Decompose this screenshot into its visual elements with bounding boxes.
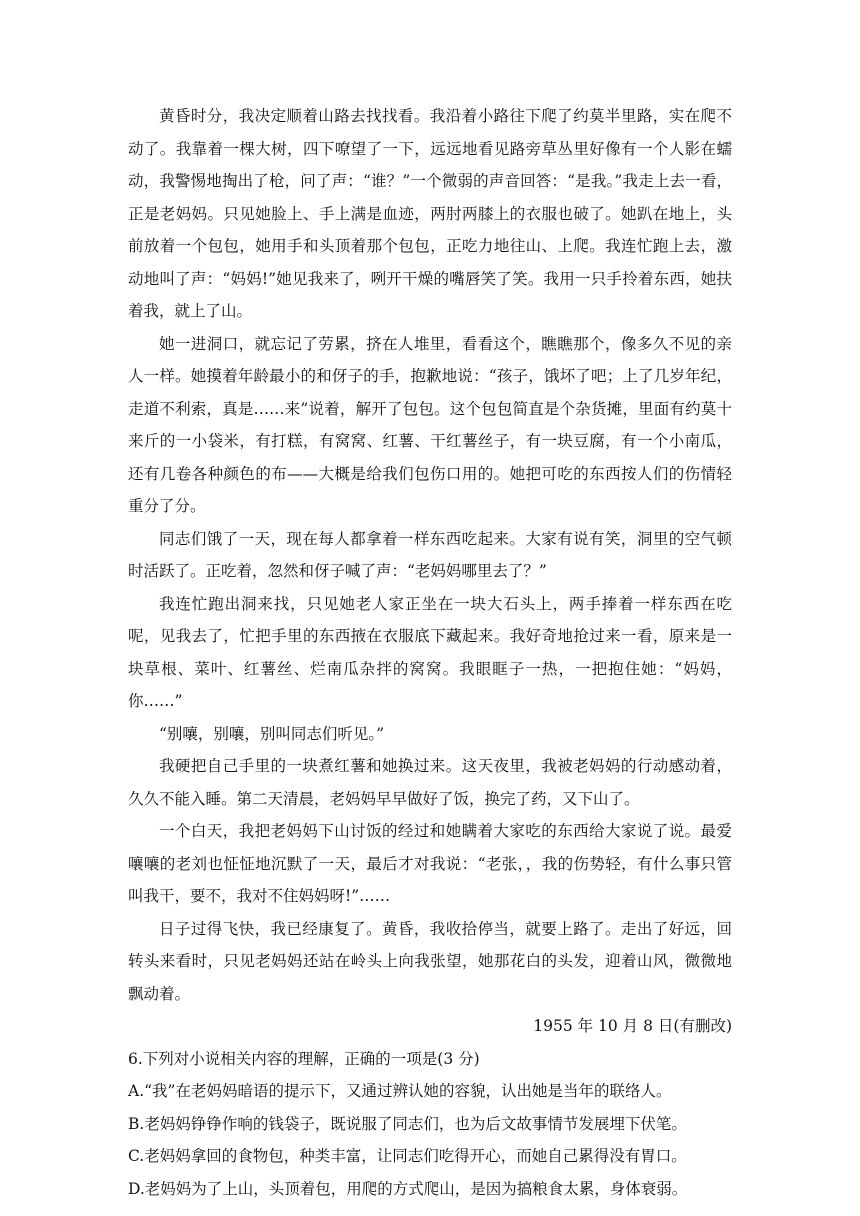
document-page [128,100,732,1205]
story-paragraph-4: 我连忙跑出洞来找，只见她老人家正坐在一块大石头上，两手捧着一样东西在吃呢，见我去了，忙把手里的东西掖在衣服底下藏起来。我好奇地抢过来一看，原来是一块草根、菜叶、红薯丝、烂南瓜杂拌的窝窝。我眼眶子一热，一把抱住她：“妈妈，你……” [128,594,732,710]
option-c: C.老妈妈拿回的食物包，种类丰富，让同志们吃得开心，而她自己累得没有胃口。 [128,1147,687,1165]
option-a: A.“我”在老妈妈暗语的提示下，又通过辨认她的容貌，认出她是当年的联络人。 [128,1082,672,1100]
story-paragraph-8: 日子过得飞快，我已经康复了。黄昏，我收拾停当，就要上路了。走出了好远，回转头来看时，只见老妈妈还站在岭头上向我张望，她那花白的头发，迎着山风，微微地飘动着。 [128,919,732,1003]
story-paragraph-3: 同志们饿了一天，现在每人都拿着一样东西吃起来。大家有说有笑，洞里的空气顿时活跃了。正吃着，忽然和伢子喊了声：“老妈妈哪里去了？” [128,529,732,580]
story-date: 1955 年 10 月 8 日(有删改) [533,1017,732,1035]
option-d: D.老妈妈为了上山，头顶着包，用爬的方式爬山，是因为搞粮食太累，身体衰弱。 [128,1179,688,1198]
story-paragraph-1: 黄昏时分，我决定顺着山路去找找看。我沿着小路往下爬了约莫半里路，实在爬不动了。我靠着一棵大树，四下嘹望了一下，远远地看见路旁草丛里好像有一个人影在蠕动，我警惕地掏出了枪，问了声：“谁？”一个微弱的声音回答：“是我。”我走上去一看，正是老妈妈。只见她脸上、手上满是血迹，两肘两膝上的衣服也破了。她趴在地上，头前放着一个包包，她用手和头顶着那个包包，正吃力地往山、上爬。我连忙跑上去，激动地叫了声：“妈妈!”她见我来了，咧开干燥的嘴唇笑了笑。我用一只手拎着东西，她扶着我，就上了山。 [128,107,732,320]
story-paragraph-7: 一个白天，我把老妈妈下山讨饭的经过和她瞒着大家吃的东西给大家说了说。最爱嚷嚷的老刘也怔怔地沉默了一天，最后才对我说：“老张，，我的伤势轻，有什么事只管叫我干，要不，我对不住妈妈呀!”…… [128,822,732,905]
option-b: B.老妈妈铮铮作响的钱袋子，既说服了同志们，也为后文故事情节发展埋下伏笔。 [128,1114,687,1133]
question-stem: 6.下列对小说相关内容的理解，正确的一项是(3 分) [128,1049,480,1068]
story-paragraph-5: “别嚷，别嚷，别叫同志们听见。” [159,724,385,743]
story-paragraph-6: 我硬把自己手里的一块煮红薯和她换过来。这天夜里，我被老妈妈的行动感动着，久久不能入睡。第二天清晨，老妈妈早早做好了饭，换完了药，又下山了。 [128,757,732,808]
story-paragraph-2: 她一进洞口，就忘记了劳累，挤在人堆里，看看这个，瞧瞧那个，像多久不见的亲人一样。她摸着年龄最小的和伢子的手，抱歉地说：“孩子，饿坏了吧；上了几岁年纪，走道不利索，真是……来”说着，解开了包包。这个包包简直是个杂货摊，里面有约莫十来斤的一小袋米，有打糕，有窝窝、红薯、干红薯丝子，有一块豆腐，有一个小南瓜，还有几卷各种颜色的布——大概是给我们包伤口用的。她把可吃的东西按人们的伤情轻重分了分。 [128,334,732,515]
